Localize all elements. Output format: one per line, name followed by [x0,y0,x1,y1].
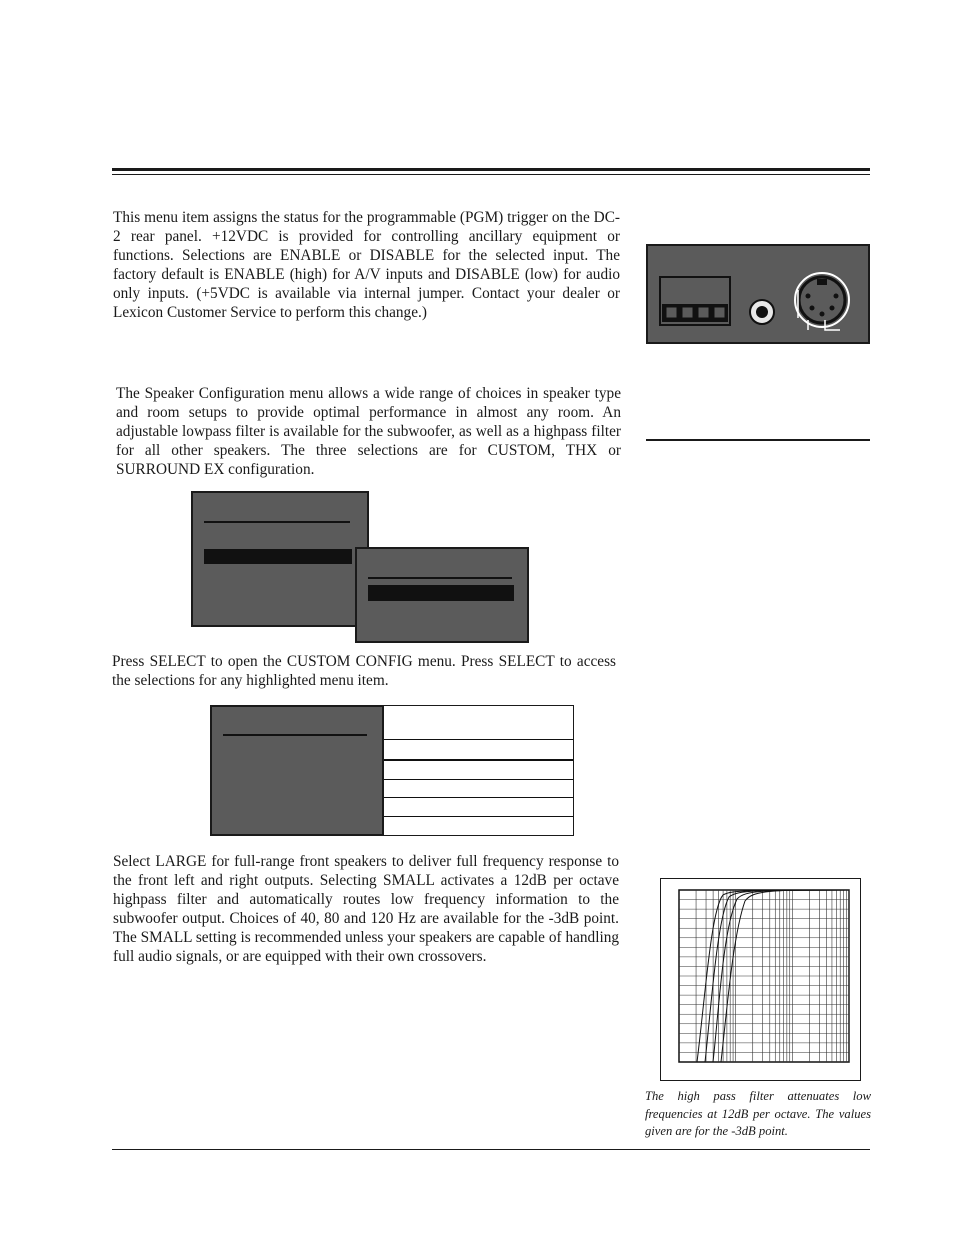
custom-config-menu-screen [210,705,384,836]
submenu-highlight-bar[interactable] [368,585,514,601]
submenu-title-underline [368,577,512,579]
header-rule-thin [112,174,870,175]
menu-highlight-bar[interactable] [204,549,352,564]
speaker-config-submenu-screen [355,547,529,643]
highpass-caption: The high pass filter attenuates low frequencies at 12dB per octave. The values given are for the -3dB point. [645,1089,871,1138]
custom-config-options-panel [383,705,574,836]
rear-panel-illustration [646,244,870,344]
option-divider [384,739,573,740]
custom-menu-title-underline [223,734,367,736]
custom-config-paragraph: Press SELECT to open the CUSTOM CONFIG menu. Press SELECT to access the selections for any highlighted menu item. [112,653,616,689]
option-divider [384,797,573,798]
speaker-config-paragraph: The Speaker Configuration menu allows a wide range of choices in speaker type and room setups to provide optimal performance in almost any room. An adjustable lowpass filter is available for the subwoofer, as well as a highpass filter for all other speakers. The three selections are for CUSTOM, THX or SURROUND EX configuration. [116,385,621,478]
highpass-graph-icon [661,879,860,1080]
option-divider [384,779,573,780]
header-rule [112,168,870,171]
speaker-config-menu-screen [191,491,369,627]
rear-panel-connector-icon [648,246,868,342]
front-speakers-paragraph: Select LARGE for full-range front speakers to deliver full frequency response to the front left and right outputs. Selecting SMALL activates a 12dB per octave highpass filter and automatically routes low frequency information to the subwoofer output. Choices of 40, 80 and 120 Hz are available for the -3dB point. The SMALL setting is recommended unless your speakers are capable of handling full audio signals, or are equipped with their own crossovers. [113,853,619,965]
footer-rule [112,1149,870,1150]
menu-title-underline [204,521,350,523]
sidebar-rule [646,439,870,441]
pgm-trigger-paragraph: This menu item assigns the status for the programmable (PGM) trigger on the DC-2 rear panel. +12VDC is provided for controlling ancillary equipment or functions. Selections are ENABLE or DISABLE for the selected input. The factory default is ENABLE (high) for A/V inputs and DISABLE (low) for audio only inputs. (+5VDC is available via internal jumper. Contact your dealer or Lexicon Customer Service to perform this change.) [113,209,620,321]
option-divider [384,759,573,761]
option-divider [384,816,573,817]
highpass-response-graph [660,878,861,1081]
